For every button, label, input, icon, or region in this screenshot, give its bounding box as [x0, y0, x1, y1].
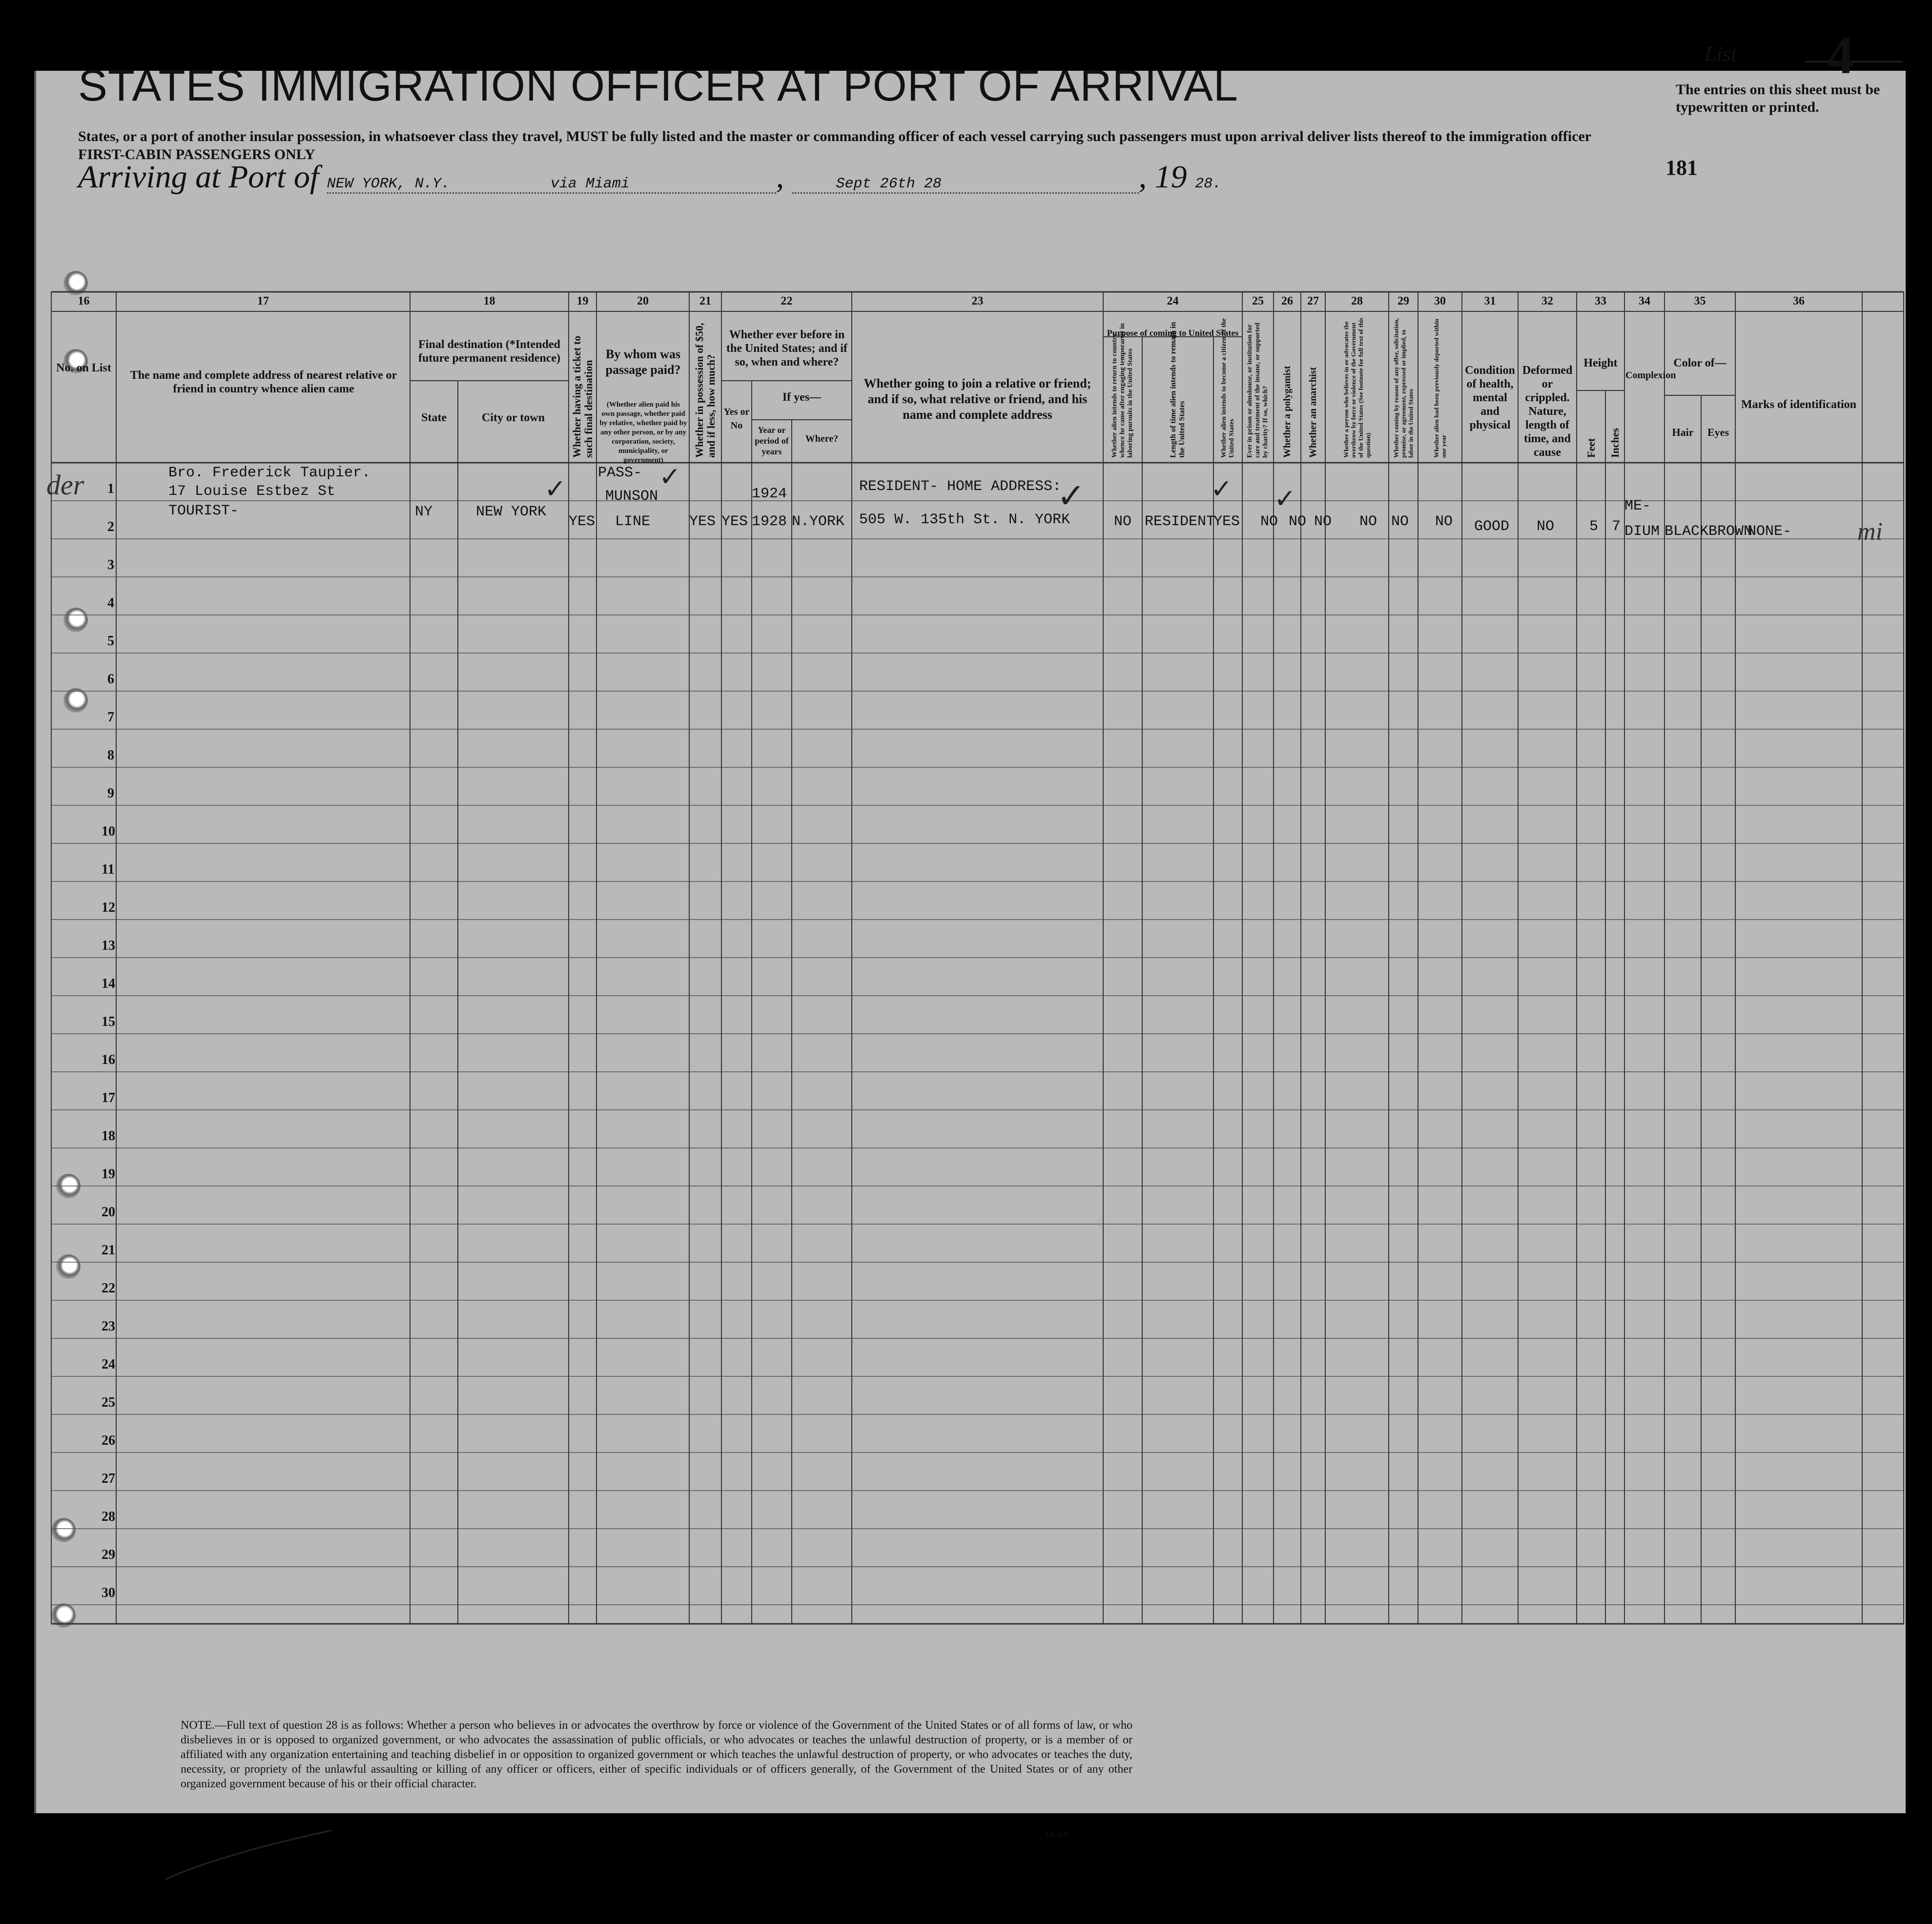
row-number: 22: [102, 1281, 115, 1296]
return-value: NO: [1114, 513, 1132, 530]
column-number: 22: [781, 295, 793, 307]
column-header: City or town: [482, 411, 545, 424]
length-of-stay: RESIDENT: [1145, 513, 1215, 530]
footnote: NOTE.—Full text of question 28 is as follows: Whether a person who believes in or advocates the overthrow by force or violence of the Government of the United States or of all forms of law, or who disbelieves in or is opposed to organized government, or who advocates the assassination of public officials, or who advocates or teaches the unlawful destruction of property, or is a member of or affiliated with any organization entertaining and teaching disbelief in or opposition to organized government or which teaches the unlawful destruction of property, or who advocates or teaches the duty, necessity, or propriety of the unlawful assaulting or killing of any officer or officers, either of specific individuals or of officers generally, of the Government of the United States or of any other organized government because of his or their official character.: [181, 1719, 1132, 1790]
hair-eyes-value: BLACKBROWN: [1665, 523, 1753, 540]
row-number: 10: [102, 824, 115, 839]
column-header: Condition of health, mental and physical: [1465, 364, 1515, 431]
column-header: Hair: [1672, 426, 1694, 438]
column-number: 35: [1694, 295, 1706, 307]
pen-stroke: [161, 1825, 337, 1884]
row-number: 1: [107, 481, 114, 496]
marks-value: NONE-: [1747, 523, 1792, 540]
column-number: 33: [1595, 295, 1606, 307]
anarchist-value: NO: [1314, 513, 1332, 530]
row-number: 29: [102, 1547, 115, 1562]
column-number: 23: [971, 295, 984, 307]
join-line-1: RESIDENT- HOME ADDRESS:: [859, 478, 1062, 495]
row-number: 25: [102, 1395, 115, 1410]
check-mark: ✓: [1274, 483, 1296, 514]
deformed-value: NO: [1537, 518, 1555, 535]
form-code: 14-490: [1045, 1829, 1069, 1839]
height-inches: 7: [1612, 518, 1621, 535]
column-number: 36: [1793, 295, 1805, 307]
paid-line-1: PASS-: [598, 465, 642, 481]
column-header: No. on List: [56, 362, 111, 374]
before-yes-no: YES: [721, 513, 748, 530]
column-header: Eyes: [1707, 426, 1729, 438]
paid-line-2: MUNSON: [605, 488, 658, 505]
row-number: 2: [107, 519, 114, 534]
margin-note-left: der: [46, 469, 84, 501]
column-header: Whether a polygamist: [1282, 366, 1293, 458]
column-header: (Whether alien paid his own passage, whether paid by relative, whether paid by any other person, or by any corporation, society, municipality, or government): [599, 401, 687, 464]
row-number: 7: [107, 710, 114, 725]
column-header: Feet: [1584, 438, 1597, 458]
column-header: Whether having a ticket to such final destination: [570, 335, 595, 458]
typewritten-notice: The entries on this sheet must be typewritten or printed.: [1676, 82, 1880, 115]
column-header: Whether a person who believes in or advocates the overthrow by force or violence of the Government of the United States (See footnote for full text of this question): [1342, 317, 1372, 458]
row-number: 15: [102, 1014, 115, 1029]
port-value: NEW YORK, N.Y.: [327, 176, 450, 192]
column-number: 31: [1484, 295, 1496, 307]
row-number: 5: [107, 634, 114, 649]
relative-line-3: TOURIST-: [168, 503, 239, 519]
list-label: List: [1704, 42, 1737, 66]
column-header: Purpose of coming to United States: [1107, 328, 1239, 338]
margin-note-right: mi: [1857, 518, 1883, 546]
row-number: 11: [102, 862, 115, 877]
column-header: Color of—: [1673, 357, 1726, 369]
polygamist-value: NO: [1289, 513, 1307, 530]
year-prefix: 19: [1154, 159, 1187, 195]
row-number: 20: [102, 1205, 115, 1220]
column-number: 30: [1434, 295, 1446, 307]
year-suffix: 28.: [1195, 176, 1222, 192]
column-number: 16: [78, 295, 90, 307]
column-header: Whether in possession of $50, and if less, how much?: [693, 323, 717, 458]
column-header: Whether alien intends to become a citizen of the United States: [1220, 318, 1235, 458]
arriving-label: Arriving at Port of: [78, 159, 319, 195]
column-number: 26: [1281, 295, 1293, 307]
relative-line-1: Bro. Frederick Taupier.: [168, 465, 371, 481]
row-number: 24: [102, 1357, 115, 1372]
height-feet: 5: [1589, 518, 1599, 535]
column-header: Whether alien intends to return to country whence he came after engaging temporarily in laboring pursuits in the United States: [1111, 323, 1134, 458]
row-number: 19: [102, 1167, 115, 1182]
column-header: Yes or No: [723, 407, 750, 431]
column-number: 29: [1398, 295, 1409, 307]
column-header: Inches: [1608, 428, 1621, 458]
prison-value: NO: [1260, 513, 1278, 530]
column-header: Whether coming by reason of any offer, solicitation, promise, or agreement, expressed or implied, to labor in the United States: [1392, 318, 1415, 458]
overthrow-value: NO: [1359, 513, 1377, 530]
column-number: 21: [699, 295, 711, 307]
column-header: The name and complete address of nearest relative or friend in country whence alien came: [130, 369, 397, 395]
health-value: GOOD: [1474, 518, 1510, 535]
column-header: Complexion: [1625, 370, 1676, 381]
complexion-line-1: ME-: [1624, 498, 1651, 514]
column-header: Final destination (*Intended future permanent residence): [418, 338, 561, 365]
arriving-line: Arriving at Port of NEW YORK, N.Y. via Miami , Sept 26th 28 , 19 28.: [78, 159, 1222, 195]
contract-value: NO: [1391, 513, 1409, 530]
row-number: 23: [102, 1319, 115, 1334]
check-mark: ✓: [544, 473, 567, 504]
column-header: Where?: [805, 433, 839, 444]
check-mark: ✓: [1057, 476, 1086, 516]
instruction-text: States, or a port of another insular possession, in whatsoever class they travel, MUST be fully listed and the master or commanding officer of each vessel carrying such passengers must upon arrival deliver lists thereof to the immigration officer: [78, 128, 1592, 144]
column-header: Marks of identification: [1741, 398, 1856, 411]
row-number: 4: [107, 595, 114, 611]
paid-line-3: LINE: [615, 513, 651, 530]
column-header: Ever in prison or almshouse, or institution for care and treatment of the insane, or supported by charity? If so, which?: [1246, 323, 1269, 458]
page-number: 181: [1665, 156, 1698, 180]
date-value: Sept 26th 28: [792, 176, 1139, 194]
column-header: Deformed or crippled. Nature, length of time, and cause: [1522, 364, 1573, 459]
join-line-2: 505 W. 135th St. N. YORK: [859, 512, 1070, 528]
row-number: 13: [102, 938, 115, 953]
via-value: via Miami: [550, 176, 630, 192]
column-header: Whether alien had been previously deported within one year: [1433, 319, 1447, 458]
column-header: By whom was passage paid?: [605, 347, 681, 377]
row-number: 17: [102, 1090, 115, 1105]
column-number: 28: [1351, 295, 1363, 307]
column-header: Height: [1583, 357, 1618, 369]
relative-line-2: 17 Louise Estbez St: [168, 483, 336, 500]
row-number: 16: [102, 1052, 115, 1067]
check-mark: ✓: [659, 461, 681, 492]
column-header: Length of time alien intends to remain in the United States: [1169, 322, 1186, 458]
class-line: FIRST-CABIN PASSENGERS ONLY: [78, 146, 315, 163]
form-title: STATES IMMIGRATION OFFICER AT PORT OF ARRIVAL: [78, 61, 1238, 110]
row-number: 9: [107, 786, 114, 801]
column-number: 20: [637, 295, 649, 307]
row-number: 26: [102, 1433, 115, 1448]
column-number: 19: [576, 295, 589, 307]
complexion-line-2: DIUM: [1624, 523, 1660, 540]
row-number: 8: [107, 748, 114, 763]
row-number: 14: [102, 976, 115, 991]
list-number: 4: [1827, 25, 1854, 85]
ticket-value: YES: [569, 513, 596, 530]
before-year-1: 1924: [752, 486, 787, 502]
row-number: 18: [102, 1128, 115, 1144]
row-number: 3: [107, 557, 114, 573]
column-header: Whether an anarchist: [1308, 367, 1318, 458]
column-number: 18: [483, 295, 495, 307]
deported-value: NO: [1435, 513, 1453, 530]
fifty-dollars-value: YES: [689, 513, 716, 530]
column-number: 32: [1541, 295, 1553, 307]
column-header: Whether ever before in the United States; and if so, when and where?: [726, 328, 847, 368]
column-header: If yes—: [782, 391, 822, 404]
column-header: Year or period of years: [755, 425, 789, 456]
destination-state: NY: [415, 504, 433, 520]
check-mark: ✓: [1211, 473, 1233, 504]
citizen-value: YES: [1213, 513, 1240, 530]
row-number: 12: [102, 900, 115, 915]
column-number: 34: [1639, 295, 1650, 307]
row-number: 28: [102, 1509, 115, 1524]
column-header: Whether going to join a relative or friend; and if so, what relative or friend, and his name and complete address: [863, 376, 1091, 422]
row-number: 27: [102, 1471, 115, 1486]
before-where: N.YORK: [792, 513, 845, 530]
column-number: 25: [1252, 295, 1264, 307]
column-number: 17: [257, 295, 269, 307]
destination-city: NEW YORK: [476, 504, 547, 520]
row-number: 6: [107, 672, 114, 687]
row-number: 30: [102, 1585, 115, 1600]
column-number: 27: [1307, 295, 1319, 307]
column-number: 24: [1167, 295, 1179, 307]
before-year-2: 1928: [752, 513, 787, 530]
column-header: State: [421, 411, 447, 424]
row-number: 21: [102, 1243, 115, 1258]
